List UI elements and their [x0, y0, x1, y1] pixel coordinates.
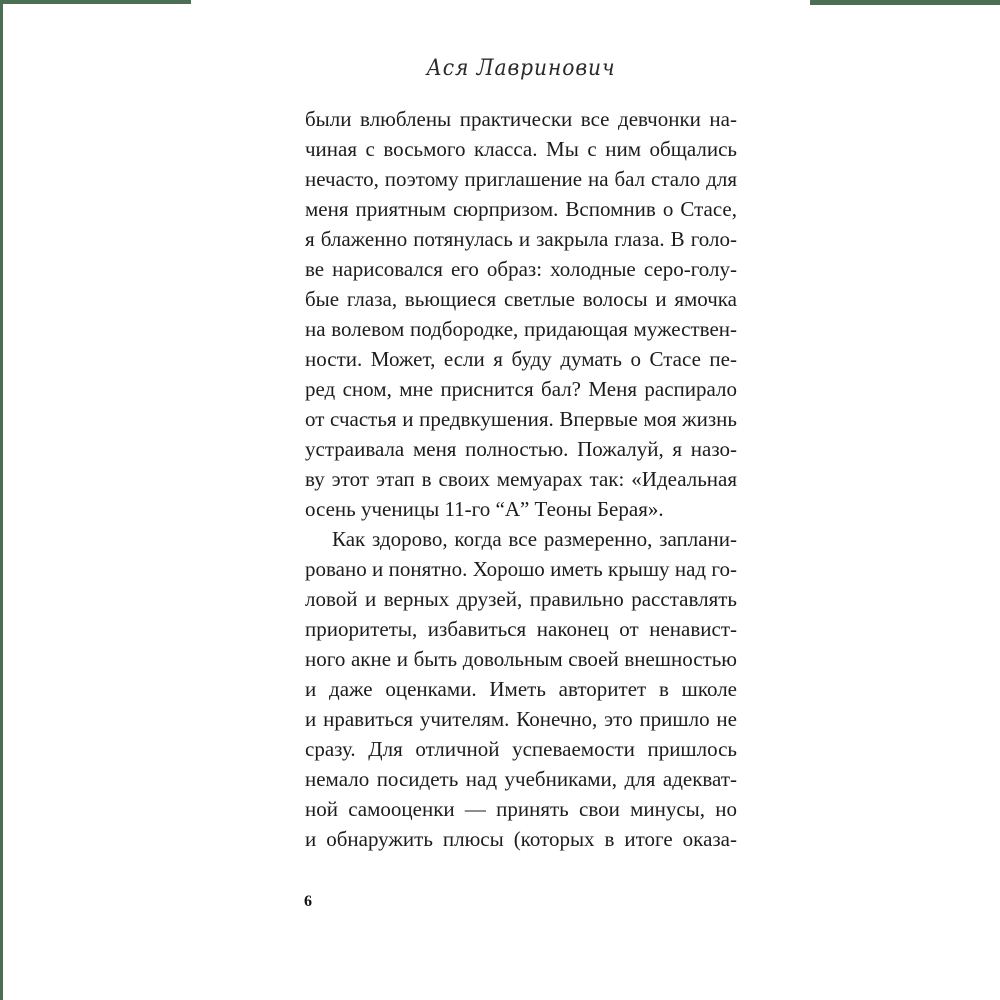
- page-number: 6: [304, 893, 312, 910]
- running-header-author: Ася Лавринович: [426, 56, 616, 81]
- text-line: ву этот этап в своих мемуарах так: «Идеальная: [305, 467, 737, 491]
- text-line: на волевом подбородке, придающая мужествен-: [305, 317, 737, 341]
- left-edge-rule: [0, 0, 3, 1000]
- text-line: ного акне и быть довольным своей внешностью: [305, 647, 737, 671]
- text-line: ной самооценки — принять свои минусы, но: [305, 797, 737, 821]
- text-line: я блаженно потянулась и закрыла глаза. В голо-: [305, 227, 737, 251]
- text-line: от счастья и предвкушения. Впервые моя жизнь: [305, 407, 737, 431]
- text-block: [305, 104, 737, 854]
- text-line: ред сном, мне приснится бал? Меня распирало: [305, 377, 737, 401]
- text-line: и нравиться учителям. Конечно, это пришло не: [305, 707, 737, 731]
- text-line: Как здорово, когда все размеренно, заплани-: [332, 527, 737, 551]
- text-line: и обнаружить плюсы (которых в итоге оказа-: [305, 827, 737, 851]
- text-line: приоритеты, избавиться наконец от ненавист-: [305, 617, 737, 641]
- text-line: осень ученицы 11-го “А” Теоны Берая».: [305, 497, 664, 521]
- text-line: были влюблены практически все девчонки на-: [305, 107, 737, 131]
- text-line: ловой и верных друзей, правильно расставлять: [305, 587, 737, 611]
- text-line: немало посидеть над учебниками, для адекват-: [305, 767, 737, 791]
- top-right-trim-bar: [810, 0, 1000, 5]
- text-line: ровано и понятно. Хорошо иметь крышу над го-: [305, 557, 737, 581]
- top-left-trim-bar: [0, 0, 191, 4]
- text-line: устраивала меня полностью. Пожалуй, я назо-: [305, 437, 737, 461]
- text-line: меня приятным сюрпризом. Вспомнив о Стасе,: [305, 197, 737, 221]
- text-line: и даже оценками. Иметь авторитет в школе: [305, 677, 737, 701]
- text-line: ности. Может, если я буду думать о Стасе пе-: [305, 347, 737, 371]
- text-line: нечасто, поэтому приглашение на бал стало для: [305, 167, 737, 191]
- text-line: ве нарисовался его образ: холодные серо-голу-: [305, 257, 737, 281]
- text-line: чиная с восьмого класса. Мы с ним общались: [305, 137, 737, 161]
- text-line: бые глаза, вьющиеся светлые волосы и ямочка: [305, 287, 737, 311]
- text-line: сразу. Для отличной успеваемости пришлось: [305, 737, 737, 761]
